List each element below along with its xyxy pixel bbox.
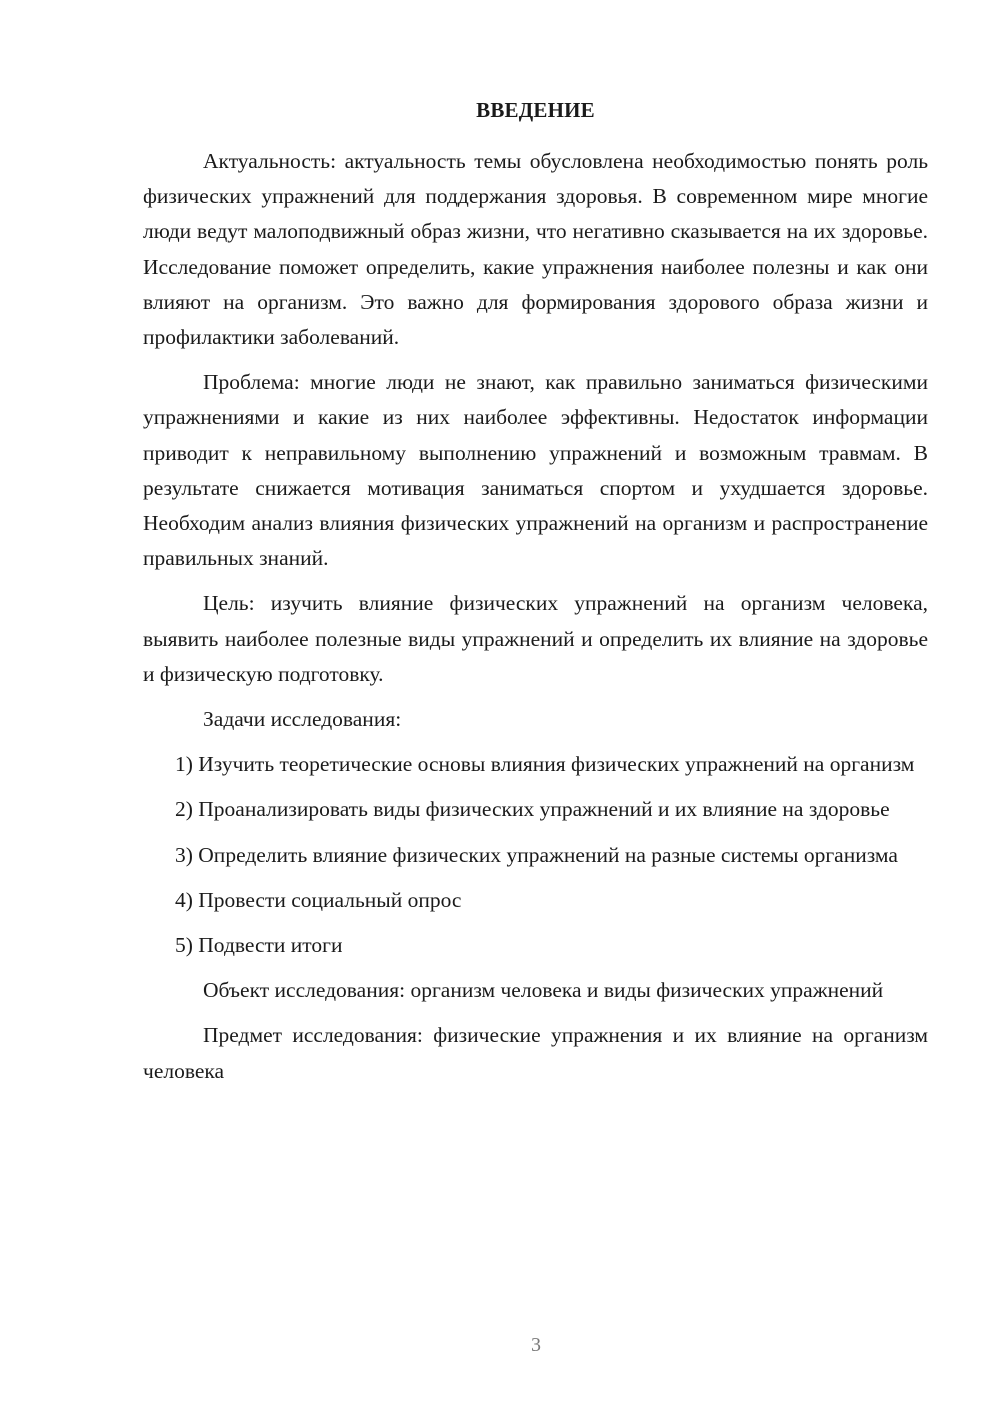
page-title: ВВЕДЕНИЕ (476, 98, 595, 122)
problem-paragraph: Проблема: многие люди не знают, как правильно заниматься физическими упражнениями и какие из них наиболее эффективны. Недостаток информации приводит к неправильному выполнению упражнений и возможным травмам. В результате снижается мотивация заниматься спортом и ухудшается здоровье. Необходим анализ влияния физических упражнений на организм и распространение правильных знаний. (143, 370, 928, 571)
task-item-2: 2) Проанализировать виды физических упражнений и их влияние на здоровье (175, 797, 890, 822)
document-body (143, 96, 928, 1099)
subject-paragraph: Предмет исследования: физические упражнения и их влияние на организм человека (143, 1023, 928, 1083)
task-item-5: 5) Подвести итоги (175, 933, 343, 958)
page-number: 3 (531, 1334, 541, 1356)
task-item-3: 3) Определить влияние физических упражнений на разные системы организма (175, 842, 898, 867)
goal-paragraph: Цель: изучить влияние физических упражнений на организм человека, выявить наиболее полезные виды упражнений и определить их влияние на здоровье и физическую подготовку. (143, 591, 928, 686)
task-item-1: 1) Изучить теоретические основы влияния физических упражнений на организм (175, 752, 915, 777)
relevance-paragraph: Актуальность: актуальность темы обусловлена необходимостью понять роль физических упражнений для поддержания здоровья. В современном мире многие люди ведут малоподвижный образ жизни, что негативно сказывается на их здоровье. Исследование поможет определить, какие упражнения наиболее полезны и как они влияют на организм. Это важно для формирования здорового образа жизни и профилактики заболеваний. (143, 149, 928, 350)
task-item-4: 4) Провести социальный опрос (175, 887, 462, 912)
tasks-heading: Задачи исследования: (203, 707, 402, 732)
object-paragraph: Объект исследования: организм человека и виды физических упражнений (203, 978, 884, 1003)
